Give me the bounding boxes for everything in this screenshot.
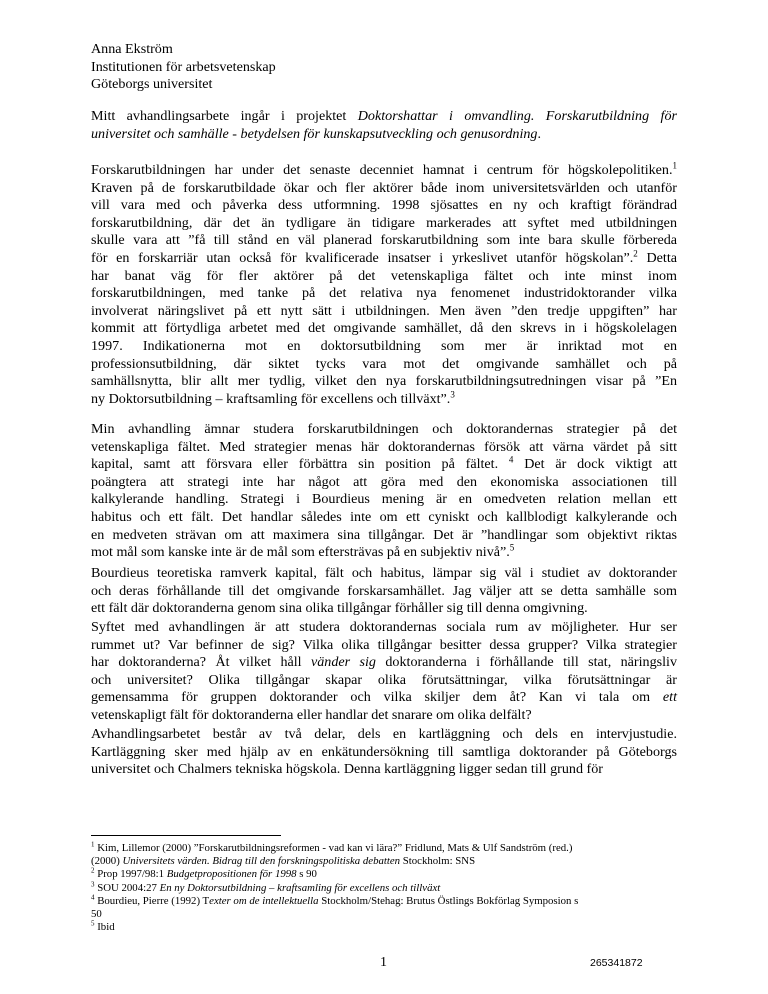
footnote-4-cont: 50 [91,908,102,921]
p4-line [91,654,677,672]
p4-text: gemensamma för gruppen doktorander och vilka skiljer dem åt? Kan vi tala om [91,689,651,706]
p1-line: 1997. Indikationerna mot en doktorsutbildning som mer är inriktad mot en [91,337,677,354]
footnote-text: Kim, Lillemor (2000) ”Forskarutbildningsreformen - vad kan vi lära?” Fridlund, Mats & Ulf Sandström (red.) [94,842,573,854]
footnote-title: Universitets värden. Bidrag till den forskningspolitiska debatten [122,855,401,868]
intro-line-1 [91,108,677,126]
footnote-4 [91,895,681,908]
p1-line: forskarutbildning, där det än tydligare än tidigare markerades att syftet med utbildningen [91,214,677,231]
footnote-text: Prop 1997/98:1 [94,868,167,881]
author-header [91,41,691,94]
p3-line: och deras förhållande till det omgivande forskarsamhället. Jag väljer att se detta samhälle som [91,582,677,599]
footnote-1-cont [91,855,681,868]
paragraph-4 [91,619,677,725]
footnote-mark: 5 [91,919,95,928]
footnote-title: Budgetpropositionen för 1998 [166,868,297,881]
p2-line: vetenskapliga fältet. Med strategier menas här doktorandernas försök att värna värdet på sitt [91,438,677,455]
p1-text: för en forskarriär utan också för kvalificerade insatser i yrkeslivet utanför högskolan”. [91,249,634,266]
paragraph-1 [91,162,677,408]
footnote-5 [91,921,681,934]
p1-line [91,250,677,268]
footnote-text: Stockholm: SNS [400,855,476,868]
p1-text: ny Doktorsutbildning – kraftsamling för excellens och tillväxt”. [91,390,451,407]
author-institution: Institutionen för arbetsvetenskap [91,58,276,75]
footnote-1 [91,842,681,855]
p4-line: rummet ut? Var befinner de sig? Vilka olika tillgångar besitter dessa grupper? Vilka strategier [91,636,677,653]
footnote-text: Ibid [94,921,115,934]
paragraph-3 [91,565,677,618]
p4-emphasis: vänder sig [310,654,376,671]
footnote-title: En ny Doktorsutbildning – kraftsamling för excellens och tillväxt [159,881,441,894]
p2-line: poängtera att strategi inte har något att göra med den ekonomiska associationen till [91,473,677,490]
footnote-text: Stockholm/Stehag: Brutus Östlings Bokförlag Symposion s [318,894,579,907]
p1-line: kommit att förtydliga arbetet med det omgivande samhället, då den skrevs in i högskolelagen [91,320,677,337]
p2-line: habitus och ett fält. Det handlar således inte om ett cyniskt och kallblodigt kalkylerande och [91,508,677,525]
p1-line: involverat näringslivet på ett nytt sätt i utbildningen. Men även ”den tredje uppgiften” har [91,302,677,319]
p4-line [91,689,677,707]
p2-text: Det är dock viktigt att [513,456,677,473]
document-id: 265341872 [590,957,643,969]
p1-line: professionsutbildning, där siktet tycks vara mot det omgivande samhället och på [91,355,677,372]
p4-line: Syftet med avhandlingen är att studera doktorandernas sociala rum av möjligheter. Hur ser [91,619,677,635]
p1-line: forskarutbildningen, med tanke på det relativa nya fenomenet industridoktorander vilka [91,285,677,302]
paragraph-2 [91,421,677,562]
paragraph-5 [91,726,677,779]
p1-text: Forskarutbildningen har under det senaste decenniet hamnat i centrum för högskolepolitiken. [91,162,673,178]
p1-line [91,162,677,180]
author-university: Göteborgs universitet [91,76,213,93]
p2-line: Min avhandling ämnar studera forskarutbildningen och doktorandernas strategier på det [91,421,677,437]
p2-line: kalkylerande handling. Strategi i Bourdieus mening är en omedveten relation mellan ett [91,491,677,508]
footnote-ref[interactable]: 4 [508,454,514,465]
p2-line [91,456,677,474]
footnote-mark: 4 [91,893,95,902]
p4-line: och universitet? Olika tillgångar skapar olika förutsättningar, vilka förutsättningar är [91,671,677,688]
intro-text: Mitt avhandlingsarbete ingår i projektet [91,108,358,124]
p4-emphasis: ett [662,689,677,706]
p1-line [91,391,677,409]
footnotes [91,842,681,934]
p1-text: Detta [637,249,678,266]
footnote-mark: 3 [91,880,95,889]
footnote-separator [91,835,281,836]
page-number: 1 [380,955,387,970]
p2-line: en medveten strävan om att maximera sina tillgångar. Det är ”handlingar som objektivt riktas [91,526,677,543]
p5-line: Kartläggning sker med hjälp av en enkätundersökning till samtliga doktorander på Göteborgs [91,743,677,760]
intro-paragraph [91,108,677,143]
p2-text: mot mål som kanske inte är de mål som eftersträvas på en subjektiv nivå”. [91,544,510,561]
p1-line: vill vara med och påverka dess utformning. 1998 sjösattes en ny och kraftigt förändrad [91,197,677,214]
footnote-mark: 1 [91,840,95,849]
footnote-text: s 90 [296,868,317,881]
footnote-ref[interactable]: 1 [672,160,677,171]
p1-line: har banat väg för fler aktörer på det vetenskapliga fältet och inte minst inom [91,267,677,284]
footnote-ref[interactable]: 2 [633,248,638,259]
p2-text: kapital, samt att försvara eller förbättra sin position på fältet. [91,456,499,473]
project-title: Doktorshattar i omvandling. Forskarutbildning för [357,108,677,124]
footnote-ref[interactable]: 3 [450,389,455,400]
intro-line-2 [91,126,677,144]
p4-text: har doktoranderna? Åt vilket håll [91,654,311,671]
footnote-title: exter om de intellektuella [209,894,319,907]
p5-line: universitet och Chalmers tekniska högskola. Denna kartläggning ligger sedan till grund för [91,761,603,778]
intro-period: . [537,125,541,142]
p1-line: samhällsnytta, blir allt mer tydlig, vilket den nya forskarutbildningsutredningen visar på ”En [91,373,677,390]
p5-line: Avhandlingsarbetet består av två delar, dels en kartläggning och dels en intervjustudie. [91,726,677,742]
p4-text: doktoranderna i förhållande till stat, näringsliv [375,654,678,671]
p1-line: skulle vara att ”få till stånd en väl planerad forskarutbildning som inte bara skulle förbereda [91,232,677,249]
footnote-3 [91,882,681,895]
p3-line: ett fält där doktoranderna genom sina olika tillgångar förhåller sig till denna omgivning. [91,600,588,617]
p2-line [91,544,677,562]
author-name: Anna Ekström [91,41,173,57]
footnote-text: (2000) [91,855,123,868]
footnote-text: SOU 2004:27 [94,881,160,894]
p3-line: Bourdieus teoretiska ramverk kapital, fält och habitus, lämpar sig väl i studiet av doktorander [91,565,677,581]
footnote-ref[interactable]: 5 [509,542,515,553]
footnote-text: Bourdieu, Pierre (1992) T [94,894,210,907]
footnote-mark: 2 [91,866,95,875]
p4-line: vetenskapligt fält för doktoranderna eller handlar det snarare om olika delfält? [91,706,532,723]
project-subtitle: universitet och samhälle - betydelsen för kunskapsutveckling och genusordning [91,125,538,142]
p1-line: Kraven på de forskarutbildade ökar och fler aktörer både inom universitetsvärlden och utanför [91,179,677,196]
footnote-2 [91,868,681,881]
